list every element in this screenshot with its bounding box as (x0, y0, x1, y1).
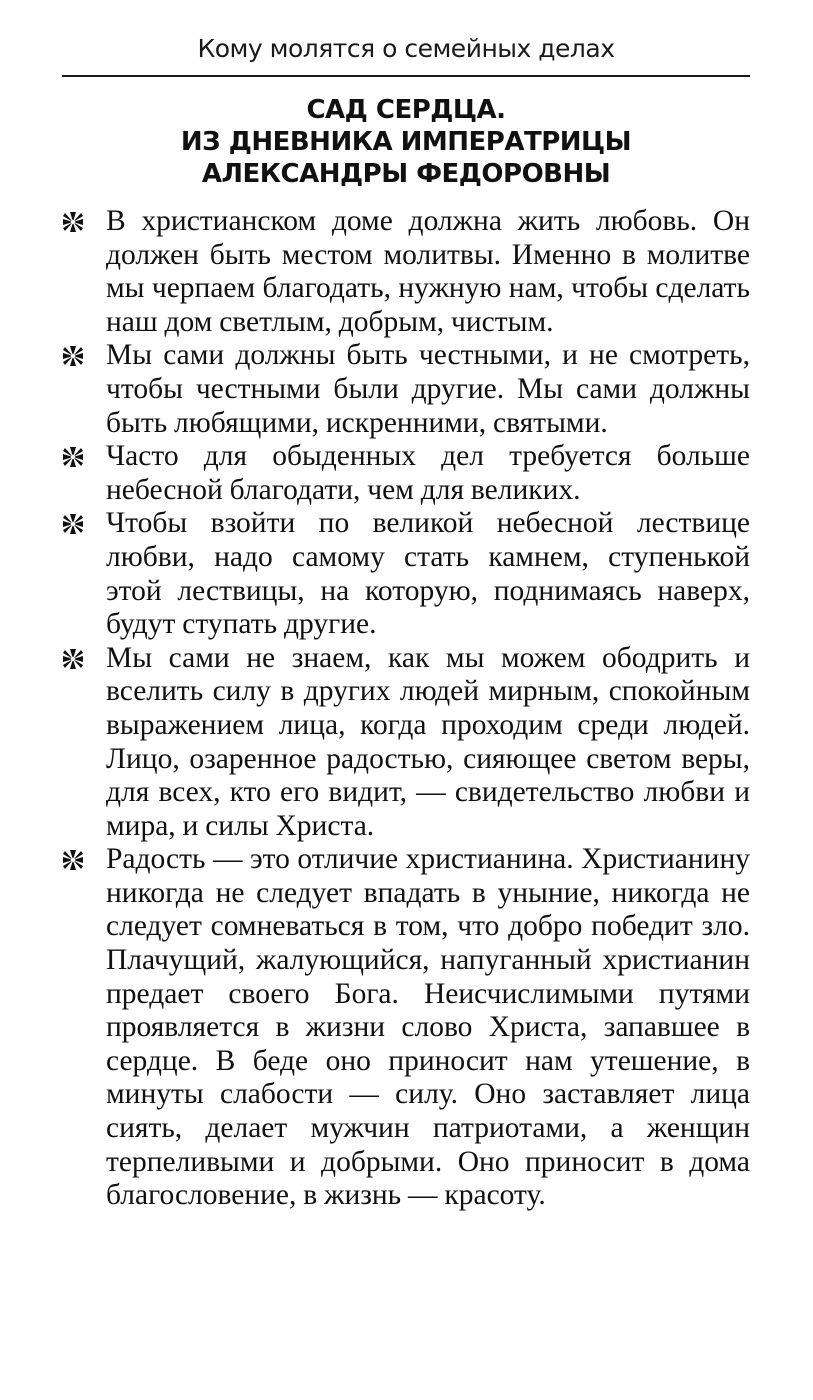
list-item (62, 507, 750, 641)
list-item-text: Часто для обыденных дел требуется больше небесной благодати, чем для великих. (106, 440, 750, 506)
maltese-cross-icon (62, 648, 84, 670)
running-head: Кому молятся о семейных делах (197, 34, 615, 63)
title-line: ИЗ ДНЕВНИКА ИМПЕРАТРИЦЫ (180, 127, 632, 157)
maltese-cross-icon (62, 211, 84, 233)
list-item (62, 205, 750, 339)
list-item-text: В христианском доме должна жить любовь. Он должен быть местом молитвы. Именно в молитве мы черпаем благодать, нужную нам, чтобы сделать наш дом светлым, добрым, чистым. (106, 205, 750, 338)
title-line: АЛЕКСАНДРЫ ФЕДОРОВНЫ (201, 159, 611, 189)
list-item (62, 843, 750, 1213)
maltese-cross-icon (62, 849, 84, 871)
title-line: САД СЕРДЦА. (306, 95, 506, 125)
maltese-cross-icon (62, 513, 84, 535)
section-title (62, 94, 750, 190)
list-item (62, 339, 750, 440)
list-item-text: Мы сами не знаем, как мы можем ободрить и вселить силу в других людей мирным, спокойным выражением лица, когда проходим среди людей. Лицо, озаренное радостью, сияющее светом веры, для всех, кто его видит, — свидетельство любви и мира, и силы Христа. (106, 641, 750, 842)
maltese-cross-icon (62, 345, 84, 367)
quote-list (62, 205, 750, 1213)
list-item (62, 642, 750, 844)
list-item (62, 440, 750, 507)
maltese-cross-icon (62, 446, 84, 468)
header-rule (62, 75, 750, 77)
list-item-text: Мы сами должны быть честными, и не смотреть, чтобы честными были другие. Мы сами должны быть любящими, искренними, святыми. (106, 339, 750, 439)
list-item-text: Чтобы взойти по великой небесной лествице любви, надо самому стать камнем, ступенькой этой лествицы, на которую, поднимаясь наверх, будут ступать другие. (106, 507, 750, 641)
list-item-text: Радость — это отличие христианина. Христианину никогда не следует впадать в уныние, никогда не следует сомневаться в том, что добро победит зло. Плачущий, жалующийся, напуганный христианин предает своего Бога. Неисчислимыми путями проявляется в жизни слово Христа, запавшее в сердце. В беде оно приносит нам утешение, в минуты слабости — силу. Оно заставляет лица сиять, делает мужчин патриотами, а женщин терпеливыми и добрыми. Оно приносит в дома благословение, в жизнь — красоту. (106, 843, 750, 1212)
